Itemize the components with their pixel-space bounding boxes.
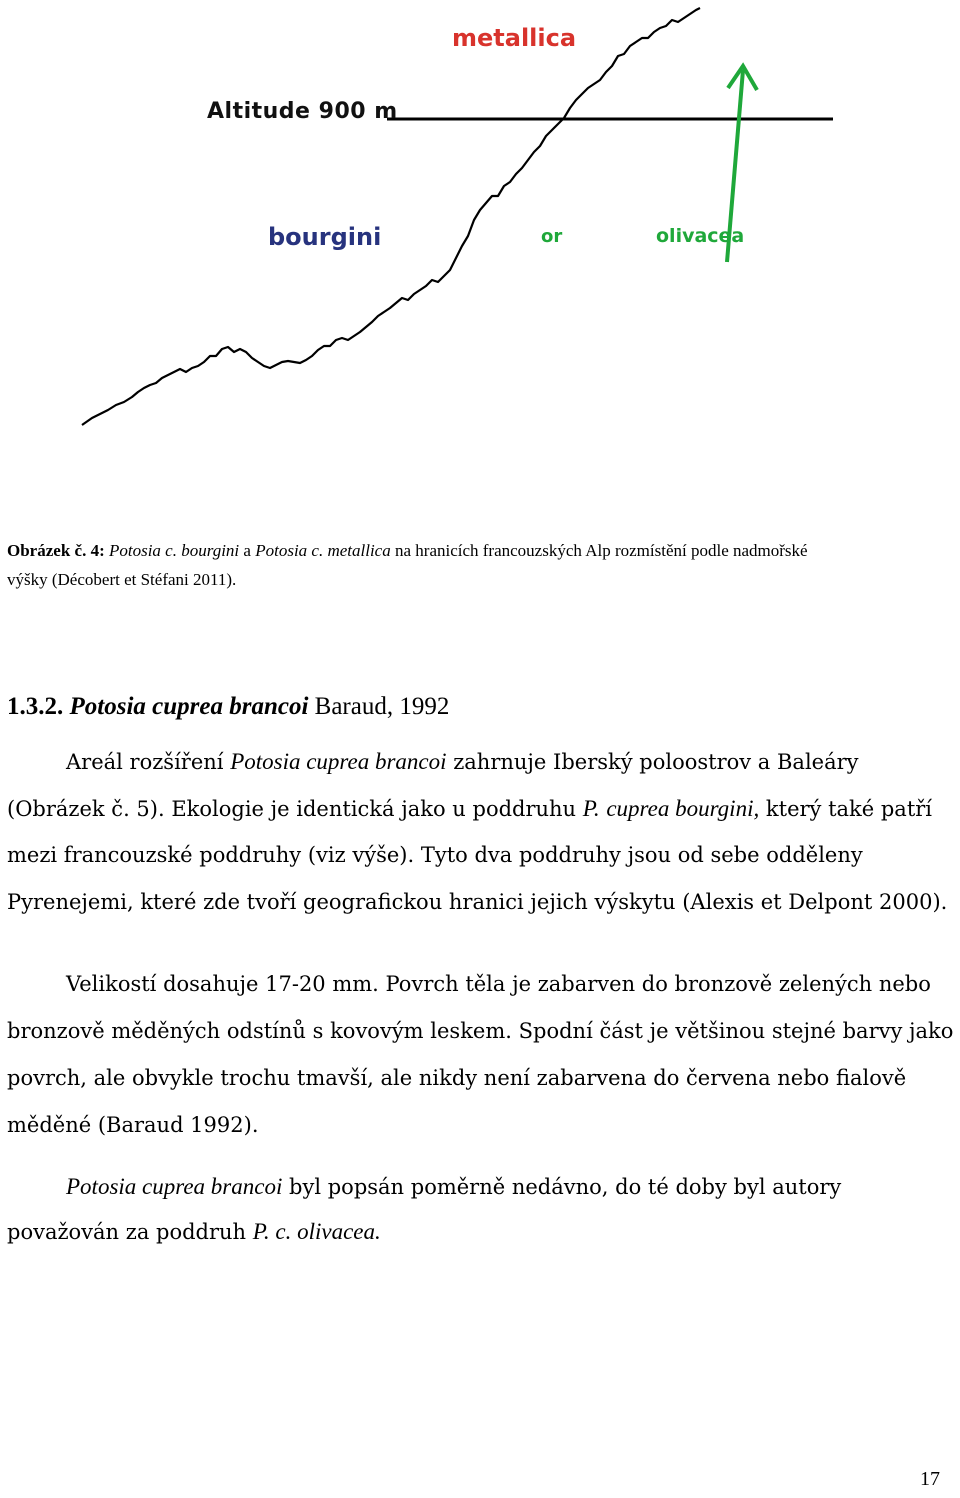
label-metallica: metallica: [452, 24, 577, 52]
altitude-profile-line: [82, 8, 700, 425]
p1-species: P.: [582, 796, 600, 821]
label-olivacea: olivacea: [656, 225, 745, 247]
p2-text: měděné (Baraud 1992).: [7, 1113, 259, 1137]
p2-text: Velikostí dosahuje 17-20 mm.: [66, 972, 379, 996]
section-species: Potosia cuprea brancoi: [69, 693, 309, 720]
label-bourgini: bourgini: [268, 223, 382, 251]
p1-text: Ekologie je identická jako u poddruhu: [171, 797, 577, 821]
caption-label: Obrázek č. 4:: [7, 541, 105, 560]
p1-text: Areál rozšíření: [66, 750, 224, 774]
caption-species-1: Potosia c. bourgini: [108, 541, 240, 560]
p2-text: Povrch těla je zabarven do bronzově zelených nebo: [385, 972, 931, 996]
label-or: or: [541, 226, 563, 247]
p3-species: P. c. olivacea.: [252, 1219, 381, 1244]
p2-text: bronzově měděných odstínů s kovovým leskem.: [7, 1019, 512, 1043]
label-altitude: Altitude 900 m: [207, 99, 398, 124]
caption-text-2: výšky (Décobert et Stéfani 2011).: [7, 570, 237, 589]
p1-text: který také patří: [765, 797, 933, 821]
figure-caption: [7, 536, 953, 594]
p1-text: Tyto dva poddruhy jsou od sebe odděleny: [420, 843, 863, 867]
section-heading: [7, 693, 449, 721]
p1-text: (Obrázek č. 5).: [7, 797, 165, 821]
caption-text-1: na hranicích francouzských Alp rozmístění podle nadmořské: [394, 541, 808, 560]
p2-text: povrch, ale obvykle trochu tmavší, ale nikdy není zabarvena do červena nebo fialově: [7, 1066, 907, 1090]
altitude-profile-drawing: [0, 0, 960, 450]
caption-species-2: Potosia c. metallica: [255, 541, 391, 560]
p2-text: Spodní část je většinou stejné barvy jako: [518, 1019, 954, 1043]
p1-text: mezi francouzské poddruhy (viz výše).: [7, 843, 415, 867]
p1-text: zahrnuje Iberský poloostrov a Baleáry: [453, 750, 859, 774]
page-number: 17: [920, 1468, 940, 1490]
p3-species: Potosia cuprea brancoi: [66, 1174, 283, 1199]
p3-text: byl popsán poměrně nedávno, do té doby byl autory: [289, 1175, 842, 1199]
p3-text: považován za poddruh: [7, 1220, 247, 1244]
p1-species: Potosia cuprea brancoi: [230, 749, 447, 774]
section-author: Baraud, 1992: [314, 693, 450, 720]
altitude-figure: [0, 0, 960, 450]
p1-species: cuprea bourgini,: [606, 796, 760, 821]
section-number: 1.3.2.: [7, 693, 64, 720]
p1-text: Pyrenejemi, které zde tvoří geografickou hranici jejich výskytu (Alexis et Delpont 2000).: [7, 890, 948, 914]
caption-and: a: [243, 541, 251, 560]
